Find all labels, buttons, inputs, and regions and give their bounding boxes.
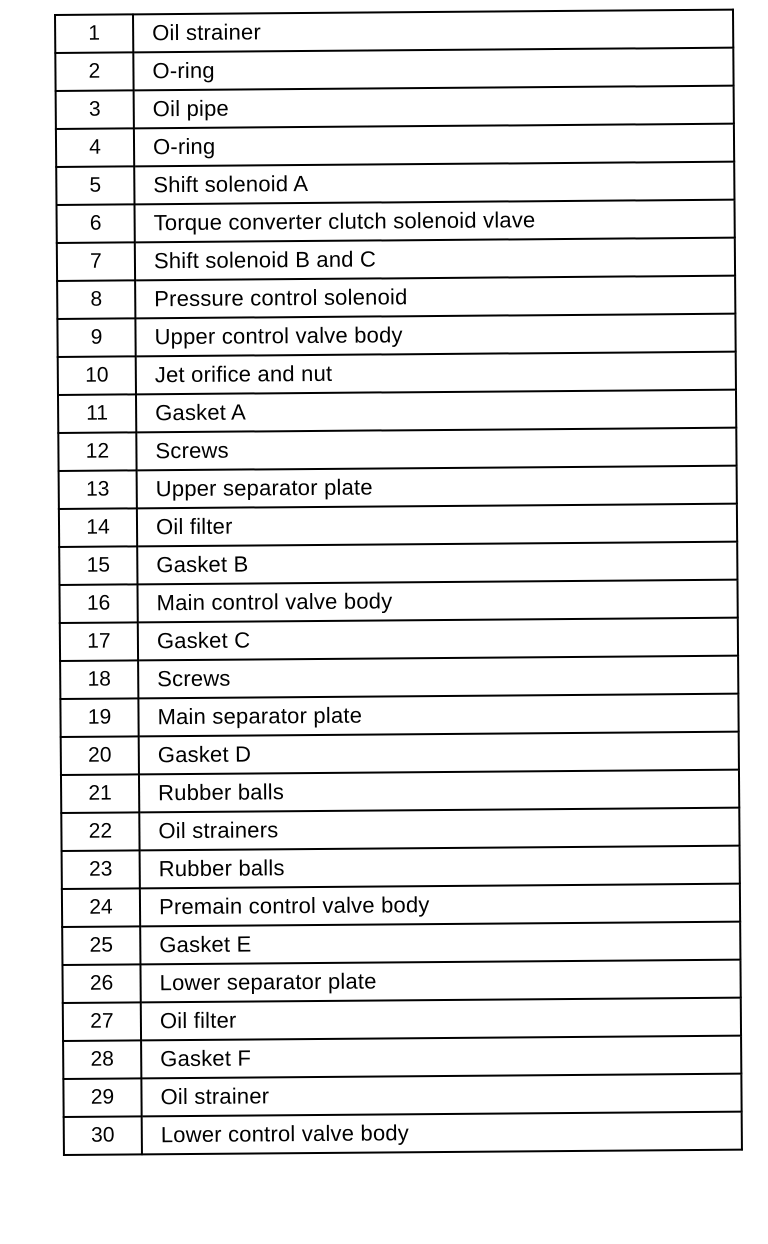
part-number-cell: 12 [58, 432, 136, 471]
part-number-cell: 2 [55, 52, 133, 91]
table-row [57, 238, 735, 281]
part-name-cell: Screws [138, 656, 738, 699]
table-row [64, 1112, 742, 1155]
part-number-cell: 28 [63, 1040, 141, 1079]
table-row [59, 466, 737, 509]
part-name-cell: Oil strainer [141, 1074, 741, 1117]
table-row [61, 732, 739, 775]
table-row [62, 846, 740, 889]
part-name-cell: Main separator plate [138, 694, 738, 737]
table-row [62, 960, 740, 1003]
table-row [58, 352, 736, 395]
part-number-cell: 22 [61, 812, 139, 851]
part-name-cell: Oil filter [141, 998, 741, 1041]
part-name-cell: Gasket F [141, 1036, 741, 1079]
table-row [58, 428, 736, 471]
table-row [56, 162, 734, 205]
table-row [63, 1074, 741, 1117]
table-row [63, 1036, 741, 1079]
table-row [59, 580, 737, 623]
part-name-cell: Screws [136, 428, 736, 471]
part-number-cell: 7 [57, 242, 135, 281]
part-name-cell: Oil pipe [134, 86, 734, 129]
part-number-cell: 17 [60, 622, 138, 661]
table-row [55, 10, 733, 53]
table-row [59, 504, 737, 547]
table-row [57, 276, 735, 319]
part-number-cell: 5 [56, 166, 134, 205]
part-number-cell: 9 [57, 318, 135, 357]
part-number-cell: 4 [56, 128, 134, 167]
part-number-cell: 20 [61, 736, 139, 775]
table-row [57, 200, 735, 243]
table-row [63, 998, 741, 1041]
table-row [61, 808, 739, 851]
parts-table-container [54, 9, 743, 1156]
part-number-cell: 21 [61, 774, 139, 813]
part-number-cell: 24 [62, 888, 140, 927]
part-number-cell: 8 [57, 280, 135, 319]
table-row [60, 694, 738, 737]
part-number-cell: 30 [64, 1116, 142, 1155]
part-number-cell: 29 [63, 1078, 141, 1117]
part-name-cell: Rubber balls [139, 770, 739, 813]
part-name-cell: Upper separator plate [137, 466, 737, 509]
part-name-cell: Gasket B [137, 542, 737, 585]
table-row [57, 314, 735, 357]
part-name-cell: Gasket A [136, 390, 736, 433]
part-name-cell: Jet orifice and nut [136, 352, 736, 395]
part-name-cell: Lower control valve body [142, 1112, 742, 1155]
table-row [56, 86, 734, 129]
part-name-cell: O-ring [133, 48, 733, 91]
part-name-cell: Rubber balls [140, 846, 740, 889]
table-row [61, 770, 739, 813]
part-name-cell: Pressure control solenoid [135, 276, 735, 319]
part-name-cell: Shift solenoid B and C [135, 238, 735, 281]
table-row [58, 390, 736, 433]
part-name-cell: Lower separator plate [140, 960, 740, 1003]
part-name-cell: Gasket C [138, 618, 738, 661]
part-number-cell: 19 [60, 698, 138, 737]
part-name-cell: Oil strainers [139, 808, 739, 851]
part-number-cell: 13 [59, 470, 137, 509]
table-row [56, 124, 734, 167]
part-number-cell: 10 [58, 356, 136, 395]
part-number-cell: 23 [62, 850, 140, 889]
parts-table-body [55, 10, 742, 1155]
part-number-cell: 16 [59, 584, 137, 623]
part-number-cell: 18 [60, 660, 138, 699]
part-number-cell: 1 [55, 14, 133, 53]
part-name-cell: Gasket D [139, 732, 739, 775]
table-row [59, 542, 737, 585]
table-row [55, 48, 733, 91]
part-name-cell: Gasket E [140, 922, 740, 965]
part-name-cell: Torque converter clutch solenoid vlave [134, 200, 734, 243]
part-number-cell: 25 [62, 926, 140, 965]
parts-table [54, 9, 743, 1156]
part-number-cell: 11 [58, 394, 136, 433]
part-name-cell: Oil filter [137, 504, 737, 547]
table-row [60, 618, 738, 661]
part-name-cell: Premain control valve body [140, 884, 740, 927]
table-row [62, 884, 740, 927]
part-number-cell: 27 [63, 1002, 141, 1041]
part-number-cell: 14 [59, 508, 137, 547]
part-name-cell: O-ring [134, 124, 734, 167]
part-number-cell: 6 [57, 204, 135, 243]
part-name-cell: Shift solenoid A [134, 162, 734, 205]
part-number-cell: 26 [62, 964, 140, 1003]
table-row [60, 656, 738, 699]
part-number-cell: 15 [59, 546, 137, 585]
part-name-cell: Upper control valve body [135, 314, 735, 357]
part-number-cell: 3 [56, 90, 134, 129]
part-name-cell: Oil strainer [133, 10, 733, 53]
part-name-cell: Main control valve body [137, 580, 737, 623]
table-row [62, 922, 740, 965]
